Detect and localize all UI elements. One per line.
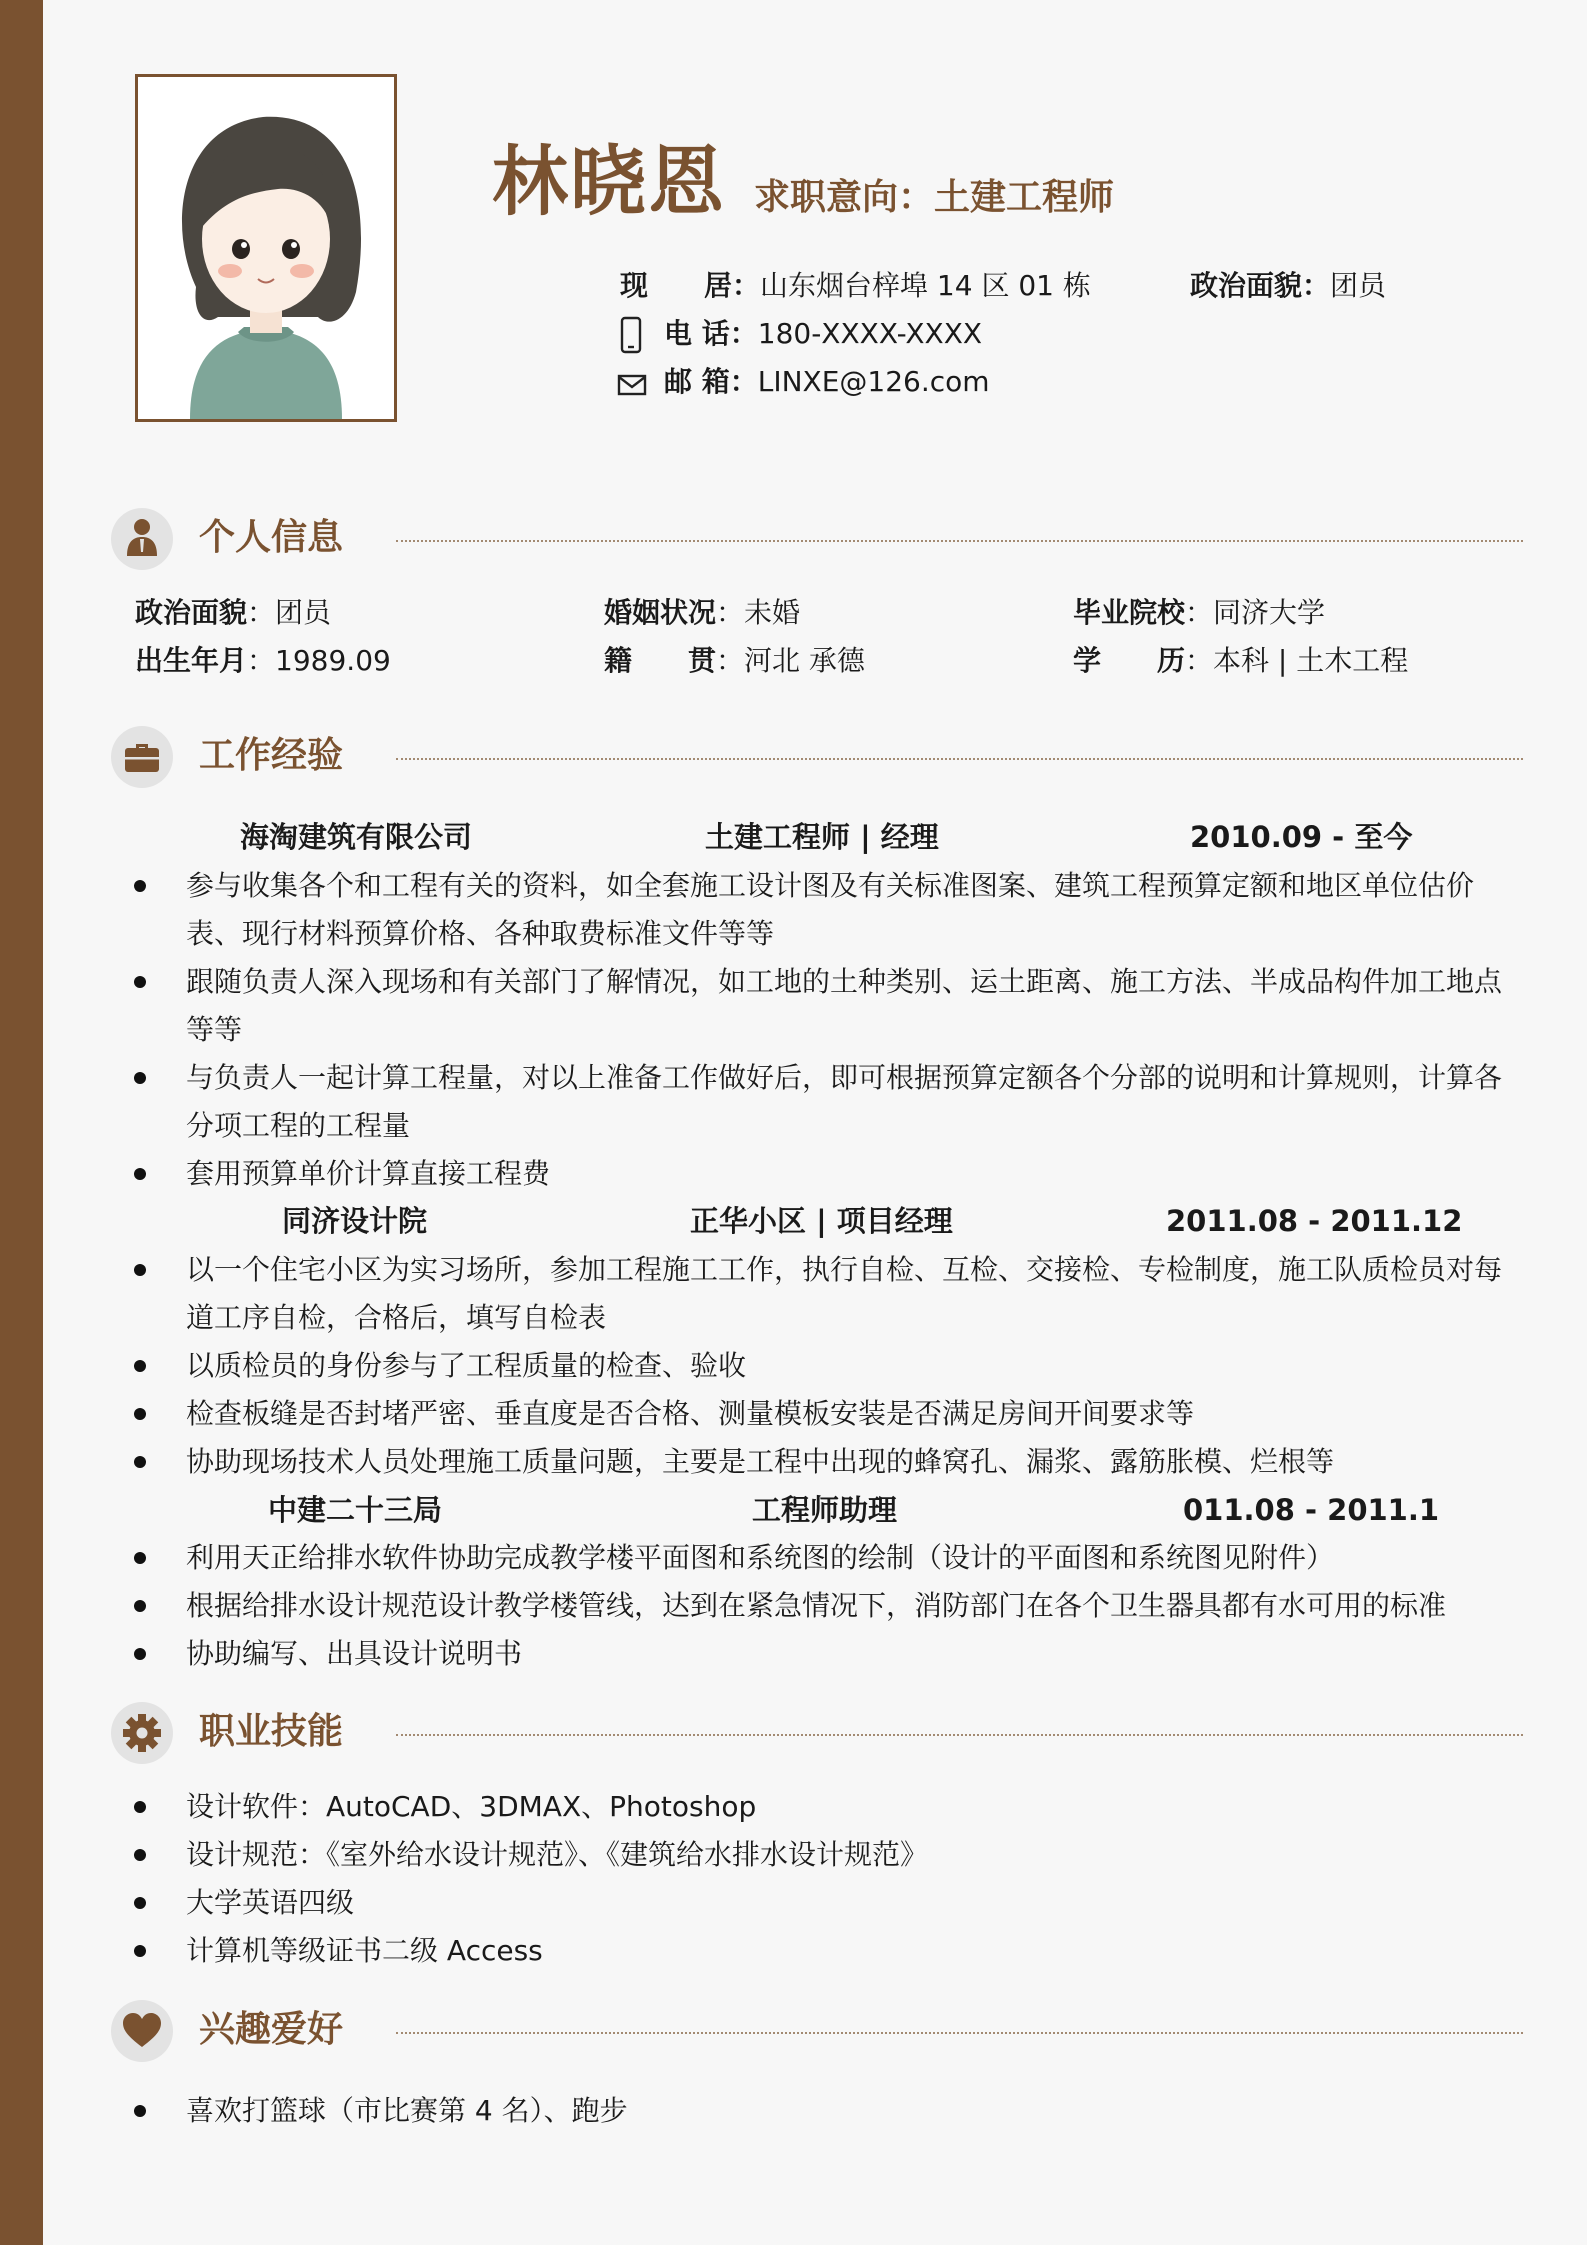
job-role: 土建工程师 | 经理 [705, 820, 939, 854]
profile-photo [135, 74, 397, 422]
job-company: 同济设计院 [282, 1204, 428, 1238]
phone-icon [620, 316, 642, 358]
list-item: 喜欢打篮球（市比赛第 4 名）、跑步 [128, 2087, 1528, 2135]
section-divider [396, 758, 1523, 760]
list-item: 大学英语四级 [128, 1879, 1528, 1927]
personal-school-value: 同济大学 [1213, 596, 1326, 629]
briefcase-icon [111, 726, 173, 788]
skills-list [128, 1783, 1528, 1975]
candidate-name: 林晓恩 [492, 137, 726, 226]
personal-origin-value: 河北 承德 [744, 644, 865, 677]
list-item: 计算机等级证书二级 Access [128, 1927, 1528, 1975]
personal-birth [135, 644, 391, 677]
job-role: 工程师助理 [752, 1493, 898, 1527]
personal-education-value: 本科 | 土木工程 [1213, 644, 1409, 677]
list-item: 以一个住宅小区为实习场所，参加工程施工工作，执行自检、互检、交接检、专检制度，施工队质检员对每道工序自检，合格后，填写自检表 [128, 1246, 1528, 1342]
personal-politics [135, 596, 332, 629]
job-intent [754, 177, 1115, 218]
job-bullets [128, 862, 1528, 1198]
header-politics-line [1190, 269, 1387, 302]
residence-value: 山东烟台梓埠 14 区 01 栋 [760, 269, 1091, 302]
separator: ： [1185, 644, 1214, 677]
job-intent-label: 求职意向： [754, 177, 935, 218]
list-item: 利用天正给排水软件协助完成教学楼平面图和系统图的绘制（设计的平面图和系统图见附件） [128, 1534, 1528, 1582]
personal-birth-label: 出生年月 [135, 644, 248, 677]
email-value[interactable]: LINXE@126.com [757, 365, 990, 398]
section-skills [111, 1702, 1523, 1766]
list-item: 跟随负责人深入现场和有关部门了解情况，如工地的土种类别、运土距离、施工方法、半成品构件加工地点等等 [128, 958, 1528, 1054]
section-work-title: 工作经验 [199, 735, 344, 776]
section-divider [396, 1734, 1523, 1736]
phone-label: 电 话： [664, 317, 758, 350]
job-period: 011.08 - 2011.1 [1183, 1493, 1440, 1527]
job-company: 中建二十三局 [268, 1493, 443, 1527]
section-hobby [111, 2000, 1523, 2064]
residence-line [620, 269, 1091, 302]
person-icon [111, 508, 173, 570]
section-work [111, 726, 1523, 790]
hobby-list [128, 2087, 1528, 2135]
job-bullets [128, 1246, 1528, 1486]
job-company: 海淘建筑有限公司 [240, 820, 473, 854]
sidebar-accent-bar [0, 0, 43, 2245]
separator: ： [247, 644, 276, 677]
personal-education [1073, 644, 1409, 677]
separator: ： [1185, 596, 1214, 629]
residence-label: 现 居： [620, 269, 761, 302]
personal-politics-value: 团员 [275, 596, 332, 629]
section-divider [396, 2032, 1523, 2034]
list-item: 协助现场技术人员处理施工质量问题，主要是工程中出现的蜂窝孔、漏浆、露筋胀模、烂根等 [128, 1438, 1528, 1486]
personal-education-label: 学 历 [1073, 644, 1186, 677]
phone-line [664, 317, 983, 350]
job-period: 2011.08 - 2011.12 [1166, 1204, 1463, 1238]
email-line[interactable] [664, 365, 990, 398]
list-item: 检查板缝是否封堵严密、垂直度是否合格、测量模板安装是否满足房间开间要求等 [128, 1390, 1528, 1438]
personal-marital-value: 未婚 [744, 596, 801, 629]
personal-marital-label: 婚姻状况 [604, 596, 717, 629]
separator: ： [247, 596, 276, 629]
personal-birth-value: 1989.09 [275, 644, 391, 677]
section-personal [111, 508, 1523, 572]
section-personal-title: 个人信息 [199, 517, 344, 558]
list-item: 参与收集各个和工程有关的资料，如全套施工设计图及有关标准图案、建筑工程预算定额和地区单位估价表、现行材料预算价格、各种取费标准文件等等 [128, 862, 1528, 958]
separator: ： [716, 644, 745, 677]
heart-icon [111, 2000, 173, 2062]
personal-school [1073, 596, 1326, 629]
gear-icon [111, 1702, 173, 1764]
list-item: 协助编写、出具设计说明书 [128, 1630, 1528, 1678]
phone-value: 180-XXXX-XXXX [757, 317, 983, 350]
list-item: 根据给排水设计规范设计教学楼管线，达到在紧急情况下，消防部门在各个卫生器具都有水可用的标准 [128, 1582, 1528, 1630]
section-divider [396, 540, 1523, 542]
list-item: 套用预算单价计算直接工程费 [128, 1150, 1528, 1198]
email-label: 邮 箱： [664, 365, 758, 398]
section-skills-title: 职业技能 [199, 1711, 344, 1752]
personal-origin [604, 644, 865, 677]
header-politics-label: 政治面貌： [1190, 269, 1331, 302]
email-icon [617, 374, 647, 400]
section-hobby-title: 兴趣爱好 [199, 2009, 344, 2050]
list-item: 设计软件：AutoCAD、3DMAX、Photoshop [128, 1783, 1528, 1831]
job-period: 2010.09 - 至今 [1190, 820, 1413, 854]
list-item: 与负责人一起计算工程量，对以上准备工作做好后，即可根据预算定额各个分部的说明和计算规则，计算各分项工程的工程量 [128, 1054, 1528, 1150]
job-role: 正华小区 | 项目经理 [690, 1204, 953, 1238]
job-intent-value: 土建工程师 [934, 177, 1115, 218]
personal-origin-label: 籍 贯 [604, 644, 717, 677]
personal-politics-label: 政治面貌 [135, 596, 248, 629]
personal-marital [604, 596, 801, 629]
list-item: 以质检员的身份参与了工程质量的检查、验收 [128, 1342, 1528, 1390]
personal-school-label: 毕业院校 [1073, 596, 1186, 629]
header-politics-value: 团员 [1330, 269, 1387, 302]
job-bullets [128, 1534, 1528, 1678]
list-item: 设计规范：《室外给水设计规范》、《建筑给水排水设计规范》 [128, 1831, 1528, 1879]
separator: ： [716, 596, 745, 629]
